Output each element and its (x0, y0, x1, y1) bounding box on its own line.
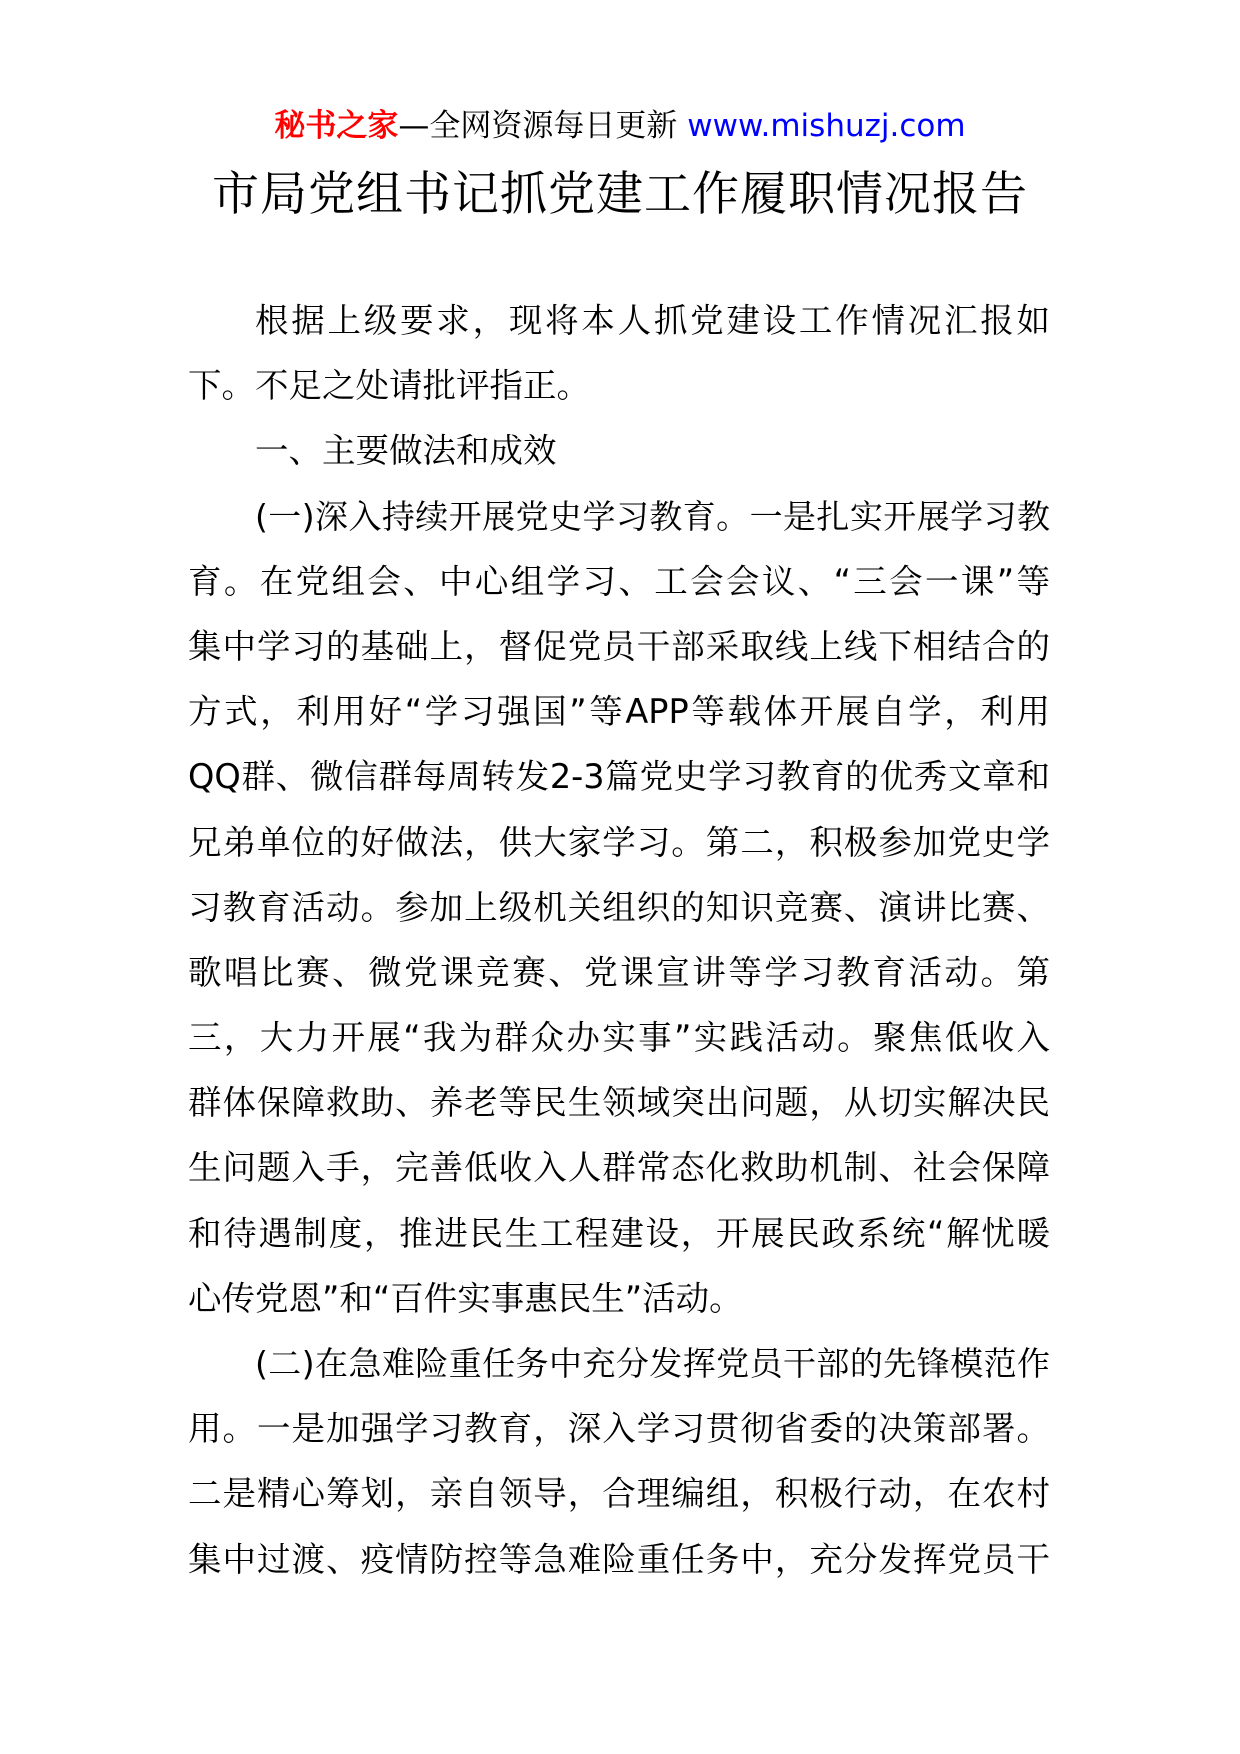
body-line: 根据上级要求，现将本人抓党建设工作情况汇报如 (255, 301, 1050, 340)
body-line: QQ群、微信群每周转发2-3篇党史学习教育的优秀文章和 (188, 757, 1050, 797)
body-line: 三，大力开展“我为群众办实事”实践活动。聚焦低收入 (188, 1018, 1050, 1058)
header-slogan: —全网资源每日更新 (398, 108, 678, 144)
body-line: 生问题入手，完善低收入人群常态化救助机制、社会保障 (188, 1148, 1050, 1188)
body-line: 下。不足之处请批评指正。 (188, 366, 590, 406)
body-line: 习教育活动。参加上级机关组织的知识竞赛、演讲比赛、 (188, 887, 1050, 927)
body-line: (一)深入持续开展党史学习教育。一是扎实开展学习教 (255, 496, 1050, 536)
body-line: 群体保障救助、养老等民生领域突出问题，从切实解决民 (188, 1083, 1050, 1123)
body-line: 兄弟单位的好做法，供大家学习。第二，积极参加党史学 (188, 822, 1050, 862)
body-line: 用。一是加强学习教育，深入学习贯彻省委的决策部署。 (188, 1409, 1050, 1449)
body-line: 和待遇制度，推进民生工程建设，开展民政系统“解忧暖 (188, 1213, 1050, 1253)
body-line: 集中过渡、疫情防控等急难险重任务中，充分发挥党员干 (188, 1539, 1050, 1579)
website-link[interactable]: www.mishuzj.com (687, 108, 966, 144)
body-line: 集中学习的基础上，督促党员干部采取线上线下相结合的 (188, 626, 1050, 666)
body-line: 育。在党组会、中心组学习、工会会议、“三会一课”等 (188, 561, 1050, 601)
document-body (188, 288, 1050, 1592)
document-title: 市局党组书记抓党建工作履职情况报告 (212, 167, 1028, 222)
body-line: 歌唱比赛、微党课竞赛、党课宣讲等学习教育活动。第 (188, 952, 1050, 992)
body-line: 方式，利用好“学习强国”等APP等载体开展自学，利用 (188, 692, 1050, 732)
body-line: 二是精心筹划，亲自领导，合理编组，积极行动，在农村 (188, 1474, 1050, 1514)
body-line: 心传党恩”和“百件实事惠民生”活动。 (188, 1278, 743, 1318)
document-header (0, 104, 1240, 148)
brand-name: 秘书之家 (274, 108, 399, 144)
section-heading: 一、主要做法和成效 (255, 431, 557, 471)
body-line: (二)在急难险重任务中充分发挥党员干部的先锋模范作 (255, 1344, 1050, 1383)
